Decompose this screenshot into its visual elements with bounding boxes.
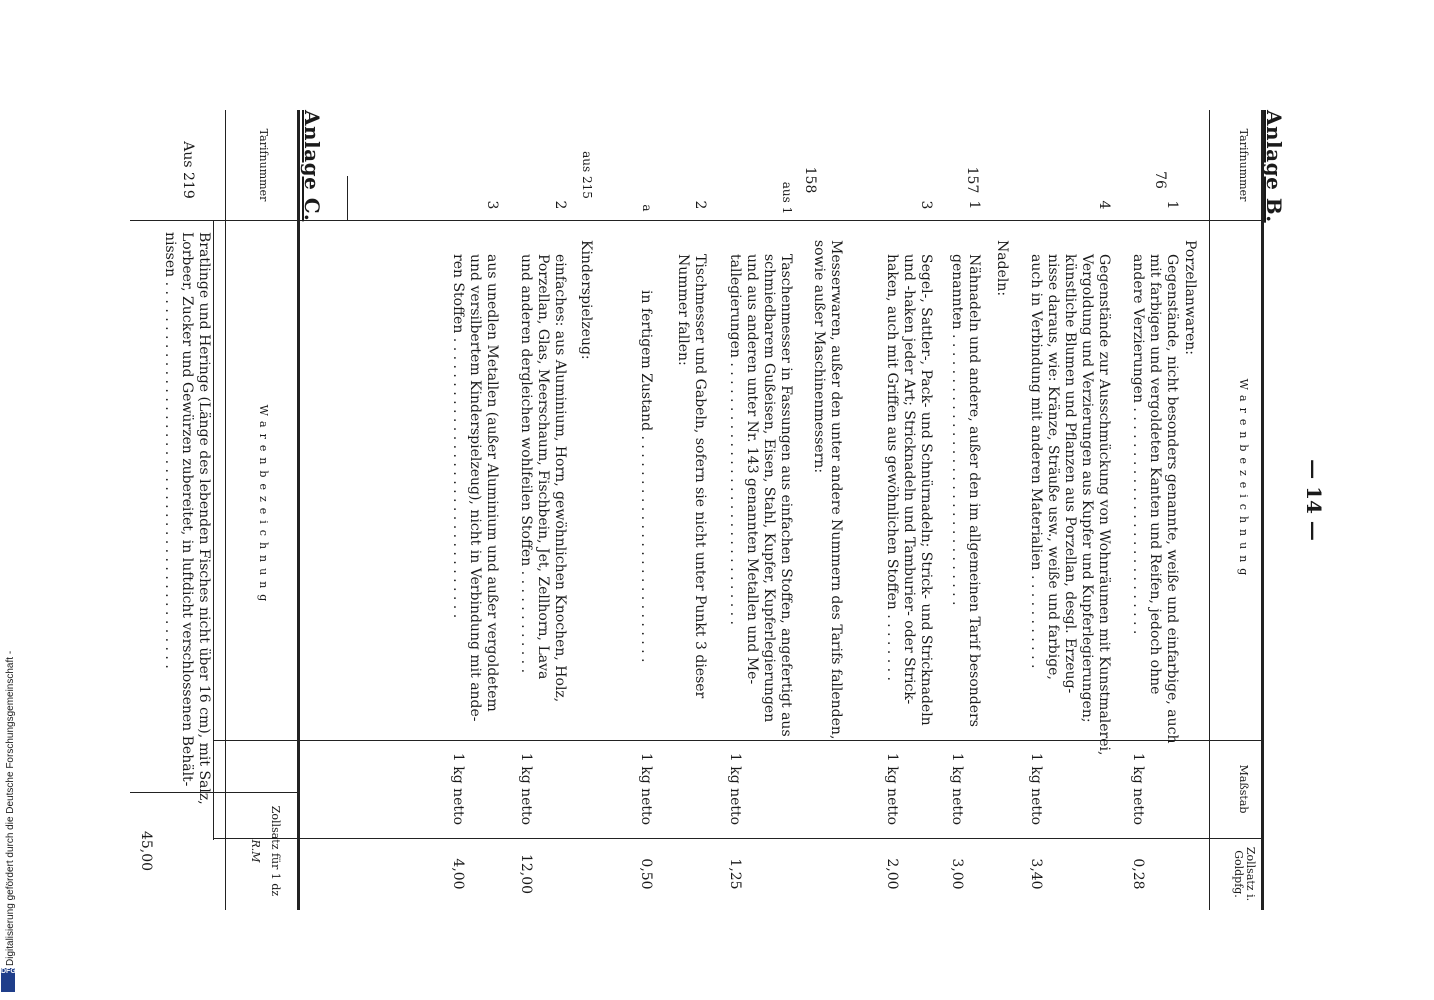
b-row-5-sub: 3 bbox=[918, 200, 934, 210]
b-row-6-line-0: Messerwaren, außer den unter andere Nummern des Tarifs fallenden, bbox=[828, 240, 844, 740]
c-row-0-zoll: 45,00 bbox=[138, 830, 154, 872]
anlage-b-header-rule bbox=[1209, 110, 1210, 910]
b-row-7-line-1: schmiedbarem Gußeisen, Eisen, Stahl, Kupfer, Kupferlegierungen bbox=[761, 254, 777, 723]
b-row-12-zoll: 4,00 bbox=[450, 858, 466, 890]
b-row-3-line-0: Nadeln: bbox=[994, 240, 1010, 297]
anlage-c-col-sep-1 bbox=[130, 220, 298, 221]
b-row-10-tarif: aus 215 bbox=[580, 151, 594, 199]
c-row-0-line-0: Bratlinge und Heringe (Länge des lebenden Fisches nicht über 16 cm), mit Salz, bbox=[196, 232, 212, 805]
anlage-b-header-waren: Warenbezeichnung bbox=[1237, 378, 1250, 582]
b-row-4-line-1: genannten . . . . . . . . . . . . . . . . . . . . . . . . . . . . . . . bbox=[949, 254, 965, 606]
dfg-logo: DFG bbox=[1, 968, 15, 992]
b-row-12-sub: 3 bbox=[484, 200, 500, 210]
anlage-c-title: Anlage C. bbox=[300, 110, 324, 222]
credit-text: Digitalisierung gefördert durch die Deutsche Forschungsgemeinschaft - bbox=[5, 650, 16, 966]
anlage-b-title: Anlage B. bbox=[1262, 110, 1286, 223]
page-number: — 14 — bbox=[1302, 459, 1326, 541]
b-row-6-line-1: sowie außer Maschinenmessern: bbox=[811, 240, 827, 474]
b-row-8-line-0: Tischmesser und Gabeln, sofern sie nicht unter Punkt 3 dieser bbox=[692, 254, 708, 699]
b-row-8-line-1: Nummer fallen: bbox=[675, 254, 691, 366]
b-row-10-line-0: Kinderspielzeug: bbox=[578, 240, 594, 360]
anlage-b-header-zollsatz: Zollsatz i. Goldpfg. bbox=[1232, 846, 1257, 902]
b-row-11-line-1: Porzellan, Glas, Meerschaum, Fischbein, Jet, Zellhorn, Lava bbox=[535, 254, 551, 680]
b-row-7-line-2: und aus anderen unter Nr. 143 genannten Metallen und Me- bbox=[744, 254, 760, 685]
anlage-c-header-tarif: Tarifnummer bbox=[257, 128, 270, 202]
b-row-12-line-0: aus unedlen Metallen (außer Aluminium und außer vergoldetem bbox=[484, 254, 500, 712]
anlage-b-col-sep-1 bbox=[214, 220, 1262, 221]
b-row-1-line-2: andere Verzierungen . . . . . . . . . . . . . . . . . . . . . . . . . . bbox=[1130, 254, 1146, 635]
anlage-c-header-waren: Warenbezeichnung bbox=[257, 404, 270, 608]
b-row-7-line-0: Taschenmesser in Fassungen aus einfachen Stoffen, angefertigt aus bbox=[778, 254, 794, 737]
anlage-c-top-rule bbox=[297, 110, 300, 910]
b-row-9-massstab: 1 kg netto bbox=[638, 752, 654, 826]
b-row-2-line-1: Vergoldung und Verzierungen aus Kupfer und Kupferlegierungen; bbox=[1079, 254, 1095, 723]
b-row-9-zoll: 0,50 bbox=[638, 858, 654, 890]
b-row-2-sub: 4 bbox=[1096, 200, 1112, 210]
b-row-5-line-2: haken, auch mit Griffen aus gewöhnlichen Stoffen . . . . . . . . bbox=[884, 254, 900, 681]
b-row-6-tarif: 158 bbox=[802, 166, 818, 194]
b-row-1-zoll: 0,28 bbox=[1130, 858, 1146, 890]
b-row-4-sub: 1 bbox=[966, 200, 982, 210]
b-row-2-line-2: künstliche Blumen und Pflanzen aus Porzellan, desgl. Erzeug- bbox=[1062, 254, 1078, 694]
b-row-12-massstab: 1 kg netto bbox=[450, 752, 466, 826]
b-row-8-sub: 2 bbox=[692, 200, 708, 210]
b-row-5-massstab: 1 kg netto bbox=[884, 752, 900, 826]
b-row-5-line-0: Segel-, Sattler-, Pack- und Schnürnadeln; Strick- und Stricknadeln bbox=[918, 254, 934, 726]
b-row-0-line-0: Porzellanwaren: bbox=[1182, 240, 1198, 355]
anlage-b-bottom-rule bbox=[213, 220, 214, 840]
b-row-4-line-0: Nähnadeln und andere, außer den im allgemeinen Tarif besonders bbox=[966, 254, 982, 727]
b-row-2-massstab: 1 kg netto bbox=[1028, 752, 1044, 826]
b-row-1-line-0: Gegenstände, nicht besonders genannte, weiße und einfarbige, auch bbox=[1164, 254, 1180, 744]
b-row-2-line-0: Gegenstände zur Ausschmückung von Wohnräumen mit Kunstmalerei, bbox=[1096, 254, 1112, 756]
anlage-c-header-unit: R.M bbox=[249, 839, 262, 863]
c-row-0-line-2: nissen . . . . . . . . . . . . . . . . . . . . . . . . . . . . . . . . . . . . . . . . . . . . bbox=[162, 232, 178, 669]
b-row-11-zoll: 12,00 bbox=[518, 853, 534, 895]
c-row-0-tarif: Aus 219 bbox=[180, 141, 196, 199]
b-row-7-massstab: 1 kg netto bbox=[727, 752, 743, 826]
anlage-c-header-rule bbox=[225, 110, 226, 910]
b-row-1-line-1: mit farbigen und vergoldeten Kanten und Reifen, jedoch ohne bbox=[1147, 254, 1163, 695]
b-row-9-sub: a bbox=[640, 204, 654, 212]
b-row-5-line-1: und -haken jeder Art; Stricknadeln und Tamburier- oder Strick- bbox=[901, 254, 917, 705]
b-row-4-massstab: 1 kg netto bbox=[949, 752, 965, 826]
b-row-1-sub: 1 bbox=[1164, 200, 1180, 210]
b-row-11-sub: 2 bbox=[552, 200, 568, 210]
anlage-b-tarif-underline-1 bbox=[347, 176, 348, 220]
b-row-7-zoll: 1,25 bbox=[727, 858, 743, 890]
anlage-b-top-rule bbox=[1261, 110, 1264, 910]
anlage-b-header-massstab: Maßstab bbox=[1237, 764, 1250, 814]
digitization-credit bbox=[0, 606, 18, 986]
b-row-3-tarif: 157 bbox=[964, 166, 980, 194]
b-row-4-zoll: 3,00 bbox=[949, 858, 965, 890]
b-row-11-massstab: 1 kg netto bbox=[518, 752, 534, 826]
b-row-0-tarif: 76 bbox=[1152, 171, 1168, 189]
b-row-9-line-0: in fertigem Zustand . . . . . . . . . . . . . . . . . . . . . . . . . . bbox=[638, 290, 654, 663]
b-row-11-line-0: einfaches: aus Aluminium, Horn, gewöhnlichen Knochen, Holz, bbox=[552, 254, 568, 703]
b-row-12-line-1: und versilbertem Kinderspielzeug), nicht in Verbindung mit ande- bbox=[467, 254, 483, 722]
b-row-5-zoll: 2,00 bbox=[884, 858, 900, 890]
b-row-7-line-3: tallegierungen . . . . . . . . . . . . . . . . . . . . . . . . . . . . . . bbox=[727, 254, 743, 625]
b-row-12-line-2: ren Stoffen . . . . . . . . . . . . . . . . . . . . . . . . . . . . . . . . bbox=[450, 254, 466, 619]
c-row-0-line-1: Lorbeer, Zucker und Gewürzen zubereitet, in luftdicht verschlossenen Behält- bbox=[179, 232, 195, 787]
b-row-11-line-2: und anderen dergleichen wohlfeilen Stoffen . . . . . . . . . . . . bbox=[518, 254, 534, 674]
b-row-2-line-3: nisse daraus, wie: Kränze, Sträuße usw., weiße und farbige, bbox=[1045, 254, 1061, 680]
b-row-2-zoll: 3,40 bbox=[1028, 858, 1044, 890]
b-row-2-line-4: auch in Verbindung mit anderen Materialien . . . . . . . . . . . bbox=[1028, 254, 1044, 669]
anlage-b-header-tarif: Tarifnummer bbox=[1237, 128, 1250, 202]
anlage-c-header-zollsatz: Zollsatz für 1 dz bbox=[269, 805, 282, 897]
b-row-1-massstab: 1 kg netto bbox=[1130, 752, 1146, 826]
b-row-7-sub: aus 1 bbox=[780, 181, 794, 215]
